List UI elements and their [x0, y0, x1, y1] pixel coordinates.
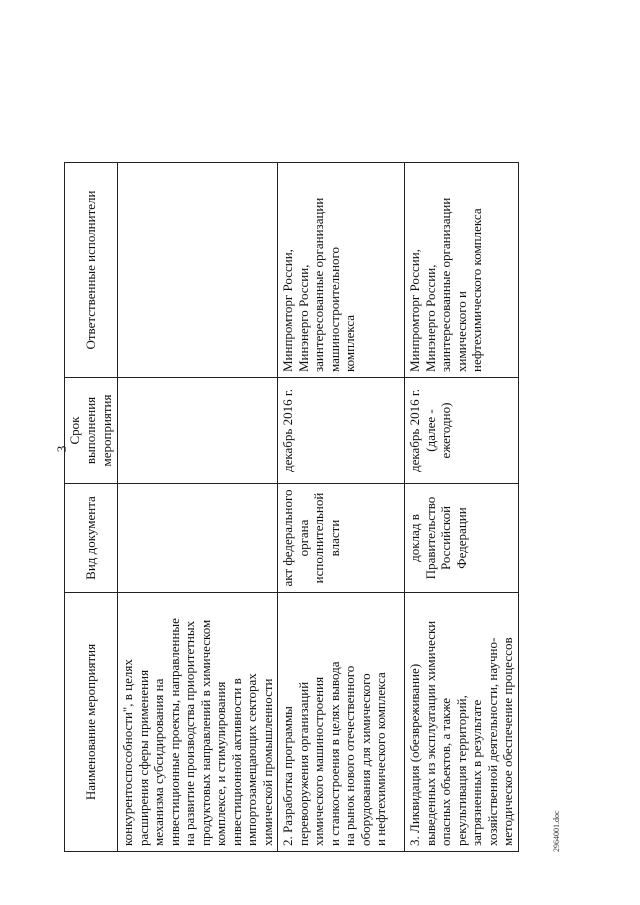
document-type-cell: акт федерального органа исполнительной власти	[278, 484, 405, 593]
document-footer-filename: 2964001.doc	[552, 810, 561, 852]
deadline-cell: декабрь 2016 г. (далее - ежегодно)	[405, 378, 519, 484]
table-row	[118, 163, 278, 852]
table-header-row	[65, 163, 118, 852]
executors-cell: Минпромторг России, Минэнерго России, заинтересованные организации химического и нефтехимического комплекса	[405, 163, 519, 378]
header-document-type: Вид документа	[65, 484, 118, 593]
measure-name-cell: 2. Разработка программы перевооружения организаций химического машиностроения и станкостроения в целях вывода на рынок нового отечественного оборудования для химического и нефтехимического комплекса	[278, 593, 405, 852]
executors-cell	[118, 163, 278, 378]
executors-cell: Минпромторг России, Минэнерго России, заинтересованные организации машиностроительного комплекса	[278, 163, 405, 378]
measures-table	[64, 162, 519, 852]
deadline-cell: декабрь 2016 г.	[278, 378, 405, 484]
document-type-cell: доклад в Правительство Российской Федерации	[405, 484, 519, 593]
deadline-cell	[118, 378, 278, 484]
header-deadline: Срок выполнения мероприятия	[65, 378, 118, 484]
document-page	[40, 52, 570, 852]
header-responsible-executors: Ответственные исполнители	[65, 163, 118, 378]
page-number: 3	[54, 445, 69, 453]
table-row	[278, 163, 405, 852]
measure-name-cell: 3. Ликвидация (обезвреживание) выведенных из эксплуатации химически опасных объектов, а также рекультивация территорий, загрязненных в результате хозяйственной деятельности, научно- методическое обеспечение процессов	[405, 593, 519, 852]
table-row	[405, 163, 519, 852]
measure-name-cell: конкурентоспособности", в целях расширения сферы применения механизма субсидирования на инвестиционные проекты, направленные на развитие производства приоритетных продуктовых направлений в химическом комплексе, и стимулирования инвестиционной активности в импортозамещающих секторах химической промышленности	[118, 593, 278, 852]
document-type-cell	[118, 484, 278, 593]
header-measure-name: Наименование мероприятия	[65, 593, 118, 852]
